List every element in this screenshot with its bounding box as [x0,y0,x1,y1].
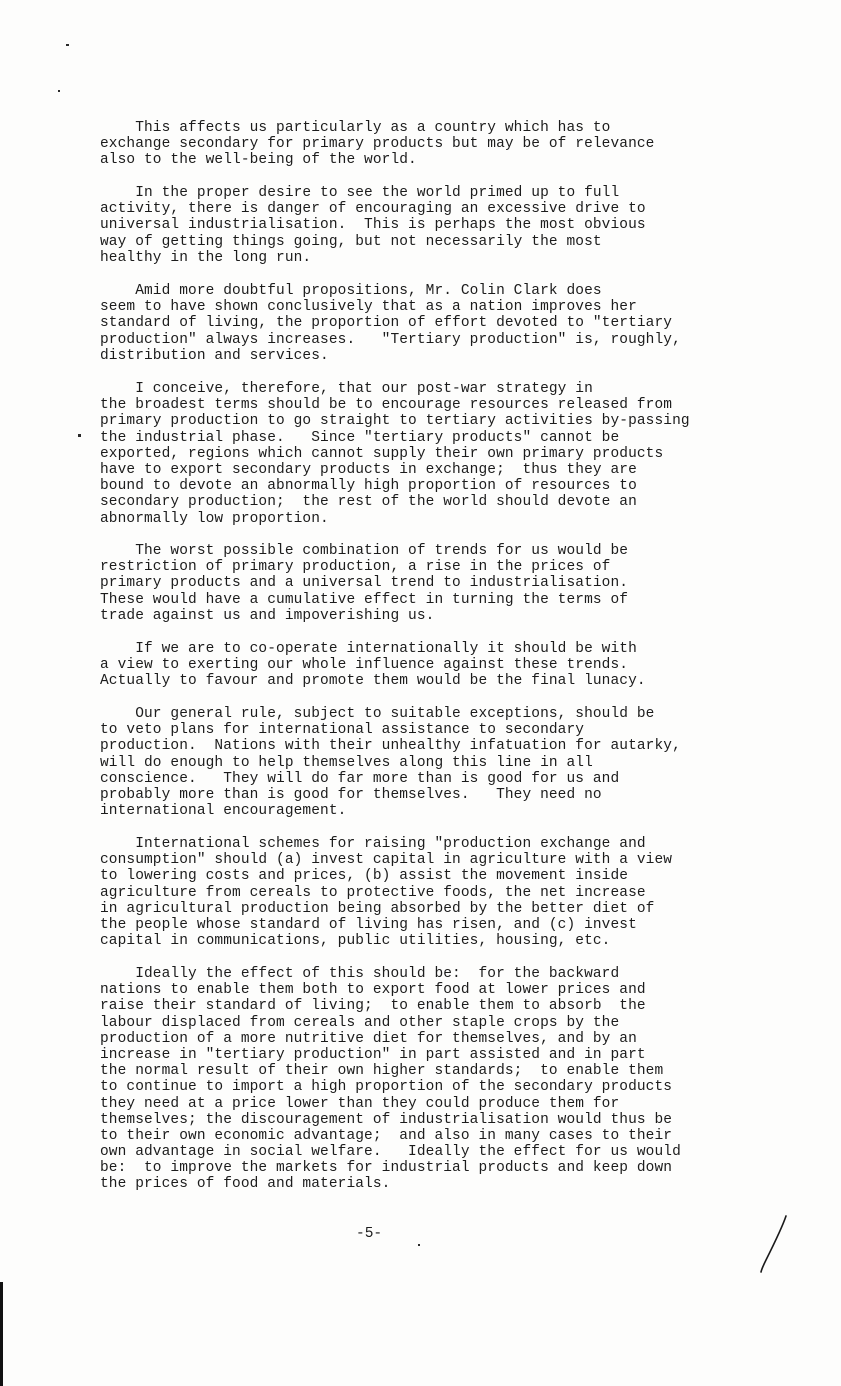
text-line: will do enough to help themselves along this line in all [100,754,593,771]
text-line: raise their standard of living; to enable them to absorb the [100,998,646,1015]
text-line: exchange secondary for primary products but may be of relevance [100,136,655,153]
text-line: production. Nations with their unhealthy infatuation for autarky, [100,738,681,755]
text-line: way of getting things going, but not necessarily the most [100,233,602,250]
text-line: universal industrialisation. This is perhaps the most obvious [100,217,646,234]
text-line: to veto plans for international assistance to secondary [100,722,585,739]
text-line: conscience. They will do far more than is good for us and [100,770,620,787]
paragraph [100,381,780,527]
text-line: Actually to favour and promote them would be the final lunacy. [100,673,646,690]
text-line: secondary production; the rest of the world should devote an [100,494,637,511]
text-line: to their own economic advantage; and also in many cases to their [100,1127,673,1144]
text-line: also to the well-being of the world. [100,152,417,169]
text-line: The worst possible combination of trends for us would be [100,543,629,559]
text-line: international encouragement. [100,803,347,820]
paragraph [100,185,780,266]
paragraph [100,966,780,1193]
text-line: to lowering costs and prices, (b) assist the movement inside [100,868,629,885]
text-line: the prices of food and materials. [100,1176,391,1193]
text-line: trade against us and impoverishing us. [100,607,435,624]
text-line: a view to exerting our whole influence against these trends. [100,657,629,674]
scan-speck [78,434,81,437]
text-line: activity, there is danger of encouraging an excessive drive to [100,201,646,218]
text-line: consumption" should (a) invest capital in agriculture with a view [100,852,673,869]
text-line: probably more than is good for themselves. They need no [100,786,602,803]
text-line: labour displaced from cereals and other staple crops by the [100,1014,620,1031]
text-line: nations to enable them both to export food at lower prices and [100,982,646,999]
paragraph [100,283,780,364]
text-line: These would have a cumulative effect in turning the terms of [100,591,629,608]
paragraph [100,120,780,169]
scan-speck [418,1244,420,1246]
scan-speck [66,44,69,46]
text-line: primary products and a universal trend to industrialisation. [100,575,629,592]
text-line: If we are to co-operate internationally it should be with [100,641,637,657]
text-line: restriction of primary production, a rise in the prices of [100,559,611,576]
binding-edge [0,1282,3,1386]
page-number: -5- [356,1226,383,1242]
text-line: primary production to go straight to tertiary activities by-passing [100,413,690,430]
text-line: the people whose standard of living has risen, and (c) invest [100,916,637,933]
scan-speck [58,90,60,92]
text-line: abnormally low proportion. [100,510,329,527]
text-line: increase in "tertiary production" in part assisted and in part [100,1046,646,1063]
text-line: I conceive, therefore, that our post-war strategy in [100,381,593,397]
paragraph [100,836,780,949]
text-line: have to export secondary products in exchange; thus they are [100,461,637,478]
text-line: seem to have shown conclusively that as a nation improves her [100,299,637,316]
text-line: This affects us particularly as a country which has to [100,120,611,136]
text-line: production of a more nutritive diet for themselves, and by an [100,1030,637,1047]
text-line: healthy in the long run. [100,249,312,266]
text-line: in agricultural production being absorbed by the better diet of [100,900,655,917]
paragraph [100,543,780,624]
text-line: be: to improve the markets for industrial products and keep down [100,1160,673,1177]
paragraph [100,641,780,690]
paragraph [100,706,780,819]
text-line: production" always increases. "Tertiary production" is, roughly, [100,331,681,348]
text-line: In the proper desire to see the world primed up to full [100,185,620,201]
text-line: Amid more doubtful propositions, Mr. Colin Clark does [100,283,602,299]
text-line: the normal result of their own higher standards; to enable them [100,1063,664,1080]
text-line: to continue to import a high proportion of the secondary products [100,1079,673,1096]
text-line: capital in communications, public utilities, housing, etc. [100,933,611,950]
text-line: they need at a price lower than they could produce them for [100,1095,620,1112]
text-line: exported, regions which cannot supply their own primary products [100,445,664,462]
text-line: Our general rule, subject to suitable exceptions, should be [100,706,655,722]
text-line: Ideally the effect of this should be: for the backward [100,966,620,982]
text-line: standard of living, the proportion of effort devoted to "tertiary [100,315,673,332]
text-line: own advantage in social welfare. Ideally the effect for us would [100,1144,681,1161]
text-line: agriculture from cereals to protective foods, the net increase [100,884,646,901]
text-line: the industrial phase. Since "tertiary products" cannot be [100,429,620,446]
text-line: the broadest terms should be to encourage resources released from [100,397,673,414]
text-line: distribution and services. [100,347,329,364]
text-line: themselves; the discouragement of industrialisation would thus be [100,1111,673,1128]
text-line: bound to devote an abnormally high proportion of resources to [100,478,637,495]
text-line: International schemes for raising "production exchange and [100,836,646,852]
pen-stroke-mark [758,1214,792,1274]
